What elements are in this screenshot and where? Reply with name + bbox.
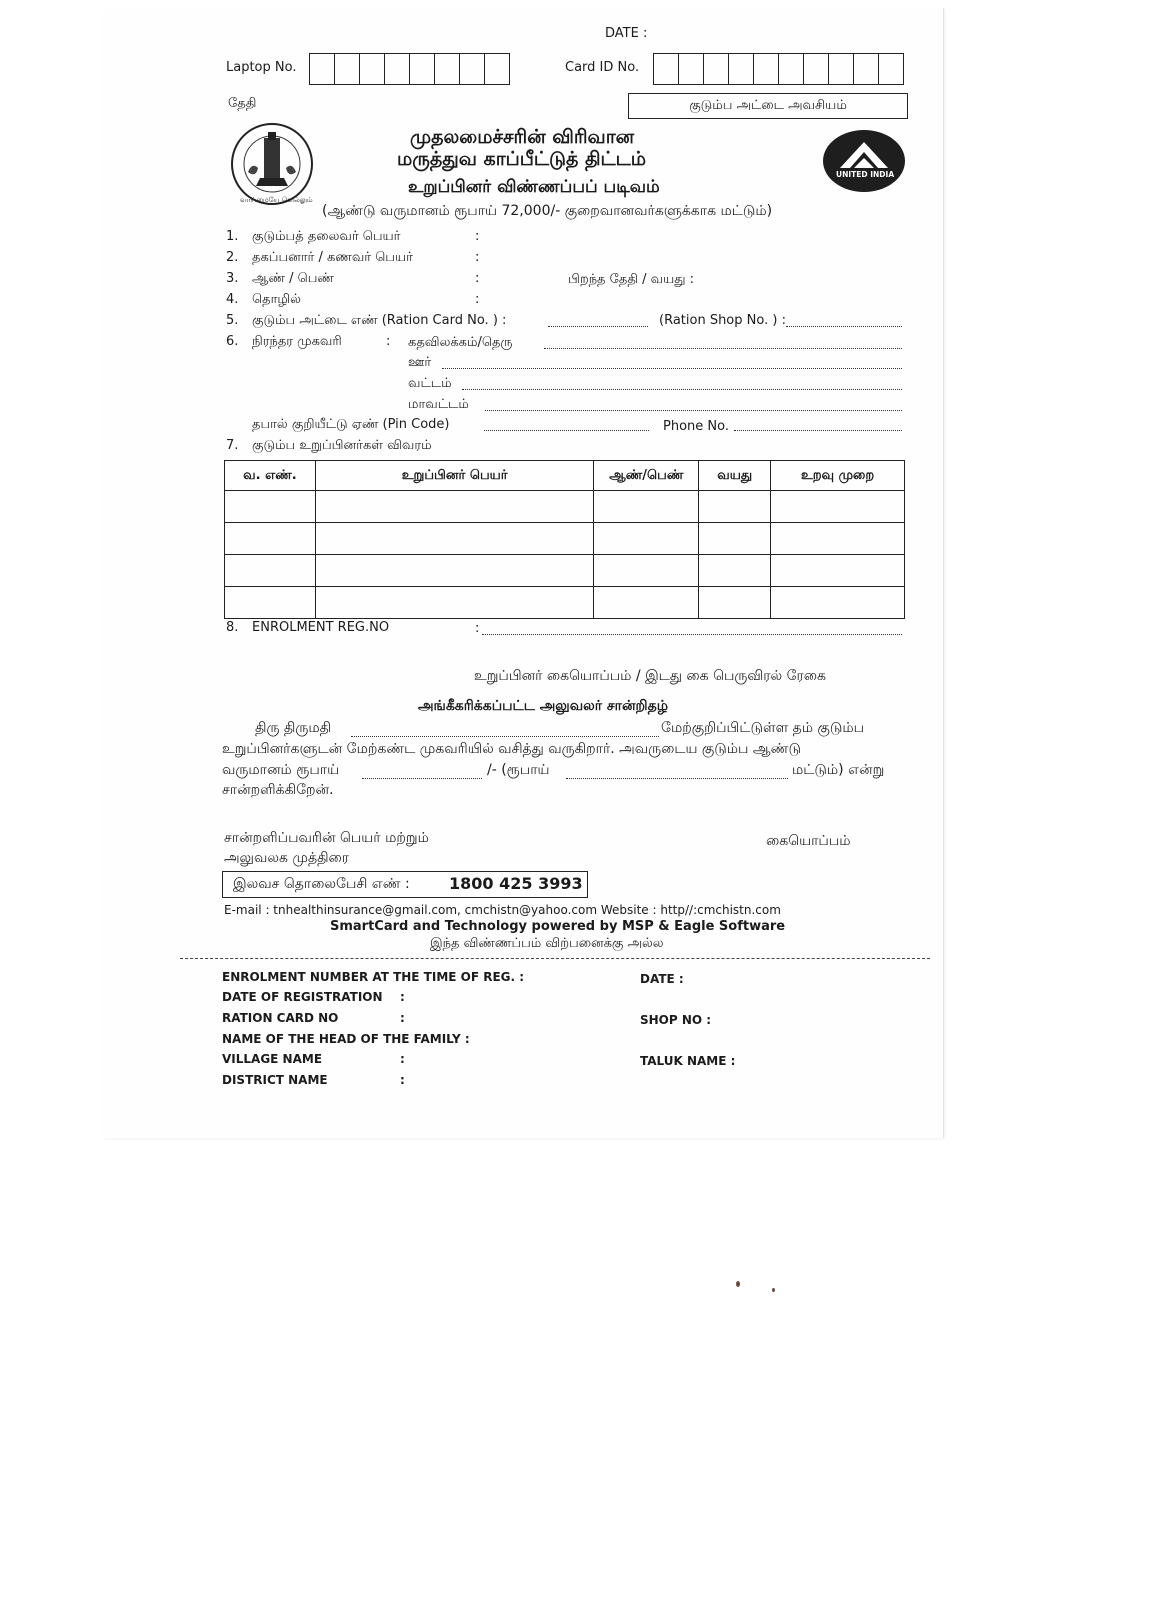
- col-age: வயது: [699, 461, 771, 491]
- slip-registration-date: DATE OF REGISTRATION: [222, 990, 383, 1004]
- scan-speck: [736, 1281, 740, 1287]
- contact-info: E-mail : tnhealthinsurance@gmail.com, cmchistn@yahoo.com Website : http//:cmchistn.com: [224, 903, 781, 917]
- slip-head-of-family: NAME OF THE HEAD OF THE FAMILY :: [222, 1032, 470, 1046]
- certificate-heading: அங்கீகரிக்கப்பட்ட அலுவலர் சான்றிதழ்: [418, 698, 668, 714]
- table-row[interactable]: [225, 555, 905, 587]
- card-id-label: Card ID No.: [565, 60, 640, 75]
- title-line-1: முதலமைச்சரின் விரிவான: [410, 126, 635, 148]
- address-door-label: கதவிலக்கம்/தெரு: [408, 335, 513, 350]
- col-gender: ஆண்/பெண்: [594, 461, 699, 491]
- address-circle-label: வட்டம்: [408, 376, 452, 391]
- cert-income-label: வருமானம் ரூபாய்: [222, 762, 340, 778]
- table-header-row: [225, 461, 905, 491]
- pin-code-line[interactable]: [484, 430, 649, 431]
- col-serial: வ. எண்.: [225, 461, 316, 491]
- col-relation: உறவு முறை: [771, 461, 905, 491]
- colon: :: [400, 1052, 405, 1066]
- pin-code-label: தபால் குறியீட்டு ஏண் (Pin Code): [252, 417, 450, 432]
- cert-line1-end: மேற்குறிப்பிட்டுள்ள தம் குடும்ப: [661, 720, 865, 736]
- cert-mr-mrs: திரு திருமதி: [255, 720, 332, 736]
- slip-taluk: TALUK NAME :: [640, 1054, 736, 1068]
- field-gender: 3. ஆண் / பெண்: [226, 271, 334, 286]
- laptop-no-boxes[interactable]: [309, 53, 510, 85]
- field-family-members: 7. குடும்ப உறுப்பினர்கள் விவரம்: [226, 438, 432, 453]
- colon: :: [400, 990, 405, 1004]
- phone-label: Phone No.: [663, 419, 729, 434]
- table-row[interactable]: [225, 523, 905, 555]
- ration-shop-line[interactable]: [786, 326, 902, 327]
- table-row[interactable]: [225, 491, 905, 523]
- address-district-line[interactable]: [485, 410, 902, 411]
- cert-rupees-label: /- (ரூபாய்: [487, 762, 550, 778]
- thethi-label: தேதி: [228, 96, 257, 111]
- address-door-line[interactable]: [544, 348, 902, 349]
- address-town-label: ஊர்: [408, 355, 432, 370]
- colon: :: [475, 621, 480, 636]
- date-label: DATE :: [605, 26, 648, 41]
- field-ration-card: 5. குடும்ப அட்டை எண் (Ration Card No. ) :: [226, 313, 507, 328]
- title-line-2: மருத்துவ காப்பீட்டுத் திட்டம்: [397, 148, 647, 170]
- colon: :: [475, 292, 480, 307]
- cert-line3-end: மட்டும்) என்று: [792, 762, 885, 778]
- colon: :: [475, 229, 480, 244]
- slip-district: DISTRICT NAME: [222, 1073, 328, 1087]
- title-line-4: (ஆண்டு வருமானம் ரூபாய் 72,000/- குறைவானவர்களுக்காக மட்டும்): [322, 203, 773, 219]
- powered-by: SmartCard and Technology powered by MSP & Eagle Software: [330, 919, 786, 934]
- field-dob-age: பிறந்த தேதி / வயது :: [568, 272, 695, 287]
- helpline-label: இலவச தொலைபேசி எண் :: [233, 876, 410, 892]
- seal-motto: வாய்மையே வெல்லும்: [240, 196, 313, 204]
- field-ration-shop: (Ration Shop No. ) :: [659, 313, 786, 328]
- slip-shop-no: SHOP NO :: [640, 1013, 712, 1027]
- colon: :: [400, 1011, 405, 1025]
- ration-card-required-box: குடும்ப அட்டை அவசியம்: [628, 93, 908, 119]
- helpline-box: [222, 871, 588, 898]
- field-father-husband: 2. தகப்பனார் / கணவர் பெயர்: [226, 250, 413, 265]
- slip-enrolment-number: ENROLMENT NUMBER AT THE TIME OF REG. :: [222, 970, 525, 984]
- slip-date: DATE :: [640, 972, 684, 986]
- member-signature-label: உறுப்பினர் கையொப்பம் / இடது கை பெருவிரல் ரேகை: [474, 668, 826, 684]
- united-india-logo: [822, 128, 906, 194]
- colon: :: [400, 1073, 405, 1087]
- tamilnadu-seal-logo: [228, 122, 316, 212]
- ration-card-line[interactable]: [548, 326, 648, 327]
- scan-speck: [772, 1288, 775, 1292]
- colon: :: [475, 250, 480, 265]
- table-row[interactable]: [225, 587, 905, 619]
- field-head-name: 1. குடும்பத் தலைவர் பெயர்: [226, 229, 401, 244]
- signature-label: கையொப்பம்: [766, 833, 851, 849]
- not-for-sale: இந்த விண்ணப்பம் விற்பனைக்கு அல்ல: [430, 936, 664, 951]
- helpline-number: 1800 425 3993: [449, 874, 583, 893]
- cut-line: [180, 958, 930, 959]
- field-address: 6. நிரந்தர முகவரி: [226, 334, 342, 349]
- office-seal-label: அலுவலக முத்திரை: [224, 850, 350, 866]
- cert-line4: சான்றளிக்கிறேன்.: [222, 782, 334, 798]
- slip-village: VILLAGE NAME: [222, 1052, 323, 1066]
- phone-line[interactable]: [734, 430, 902, 431]
- united-india-text: UNITED INDIA: [836, 170, 895, 179]
- enrolment-reg-line[interactable]: [482, 634, 902, 635]
- field-enrolment-reg: 8. ENROLMENT REG.NO: [226, 620, 390, 635]
- cert-income-line[interactable]: [362, 778, 482, 779]
- address-circle-line[interactable]: [462, 389, 902, 390]
- family-members-table: [224, 460, 905, 619]
- signer-name-label: சான்றளிப்பவரின் பெயர் மற்றும்: [224, 830, 429, 846]
- col-member-name: உறுப்பினர் பெயர்: [315, 461, 594, 491]
- colon: :: [386, 334, 391, 349]
- laptop-no-label: Laptop No.: [226, 60, 297, 75]
- cert-line2: உறுப்பினர்களுடன் மேற்கண்ட முகவரியில் வசித்து வருகிறார். அவருடைய குடும்ப ஆண்டு: [222, 741, 801, 757]
- address-district-label: மாவட்டம்: [408, 397, 469, 412]
- cert-rupees-words-line[interactable]: [566, 778, 788, 779]
- field-occupation: 4. தொழில்: [226, 292, 301, 307]
- slip-ration-card: RATION CARD NO: [222, 1011, 339, 1025]
- address-town-line[interactable]: [442, 368, 902, 369]
- cert-name-line[interactable]: [351, 736, 659, 737]
- title-line-3: உறுப்பினர் விண்ணப்பப் படிவம்: [408, 177, 660, 197]
- card-id-boxes[interactable]: [653, 53, 904, 85]
- colon: :: [475, 271, 480, 286]
